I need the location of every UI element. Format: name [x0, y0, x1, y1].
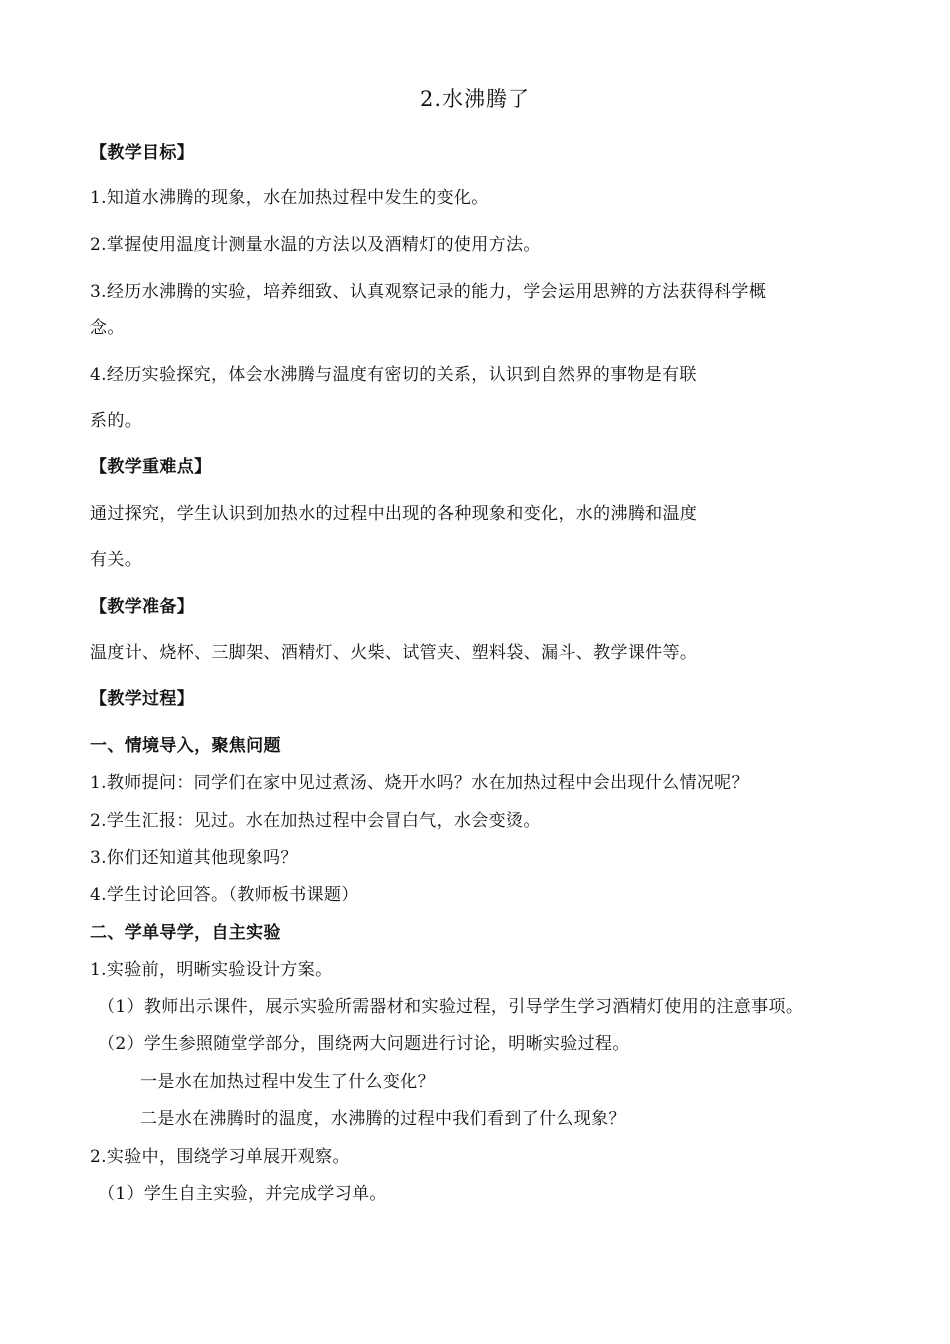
part2-question-2: 二是水在沸腾时的温度，水沸腾的过程中我们看到了什么现象？ — [140, 1109, 626, 1129]
part2-subitem-1: （1）教师出示课件，展示实验所需器材和实验过程，引导学生学习酒精灯使用的注意事项。 — [98, 997, 804, 1017]
preparation-text: 温度计、烧杯、三脚架、酒精灯、火柴、试管夹、塑料袋、漏斗、教学课件等。 — [90, 643, 698, 663]
goals-heading: 【教学目标】 — [90, 143, 195, 163]
goal-item-4-cont: 系的。 — [90, 411, 143, 431]
page-title: 2.水沸腾了 — [419, 87, 531, 111]
keypoints-text-cont: 有关。 — [90, 550, 143, 570]
process-heading: 【教学过程】 — [90, 689, 195, 709]
goal-item-1: 1.知道水沸腾的现象，水在加热过程中发生的变化。 — [90, 188, 489, 208]
part2-subitem-2: （2）学生参照随堂学部分，围绕两大问题进行讨论，明晰实验过程。 — [98, 1034, 630, 1054]
part1-item-2: 2.学生汇报：见过。水在加热过程中会冒白气，水会变烫。 — [90, 811, 541, 831]
goal-item-4: 4.经历实验探究，体会水沸腾与温度有密切的关系，认识到自然界的事物是有联 — [90, 365, 697, 385]
keypoints-text: 通过探究，学生认识到加热水的过程中出现的各种现象和变化，水的沸腾和温度 — [90, 504, 698, 524]
goal-item-3: 3.经历水沸腾的实验，培养细致、认真观察记录的能力，学会运用思辨的方法获得科学概 — [90, 282, 767, 302]
goal-item-3-cont: 念。 — [90, 318, 125, 338]
preparation-heading: 【教学准备】 — [90, 597, 195, 617]
part1-item-4: 4.学生讨论回答。（教师板书课题） — [90, 885, 359, 905]
part2-item-1: 1.实验前，明晰实验设计方案。 — [90, 960, 333, 980]
part2-item-2: 2.实验中，围绕学习单展开观察。 — [90, 1147, 350, 1167]
part2-question-1: 一是水在加热过程中发生了什么变化？ — [140, 1072, 435, 1092]
part2-heading: 二、学单导学，自主实验 — [90, 923, 281, 943]
part1-item-1: 1.教师提问：同学们在家中见过煮汤、烧开水吗？水在加热过程中会出现什么情况呢？ — [90, 773, 749, 793]
part1-item-3: 3.你们还知道其他现象吗？ — [90, 848, 298, 868]
part2-subitem-3: （1）学生自主实验，并完成学习单。 — [98, 1184, 387, 1204]
goal-item-2: 2.掌握使用温度计测量水温的方法以及酒精灯的使用方法。 — [90, 235, 541, 255]
part1-heading: 一、情境导入，聚焦问题 — [90, 736, 281, 756]
keypoints-heading: 【教学重难点】 — [90, 457, 212, 477]
